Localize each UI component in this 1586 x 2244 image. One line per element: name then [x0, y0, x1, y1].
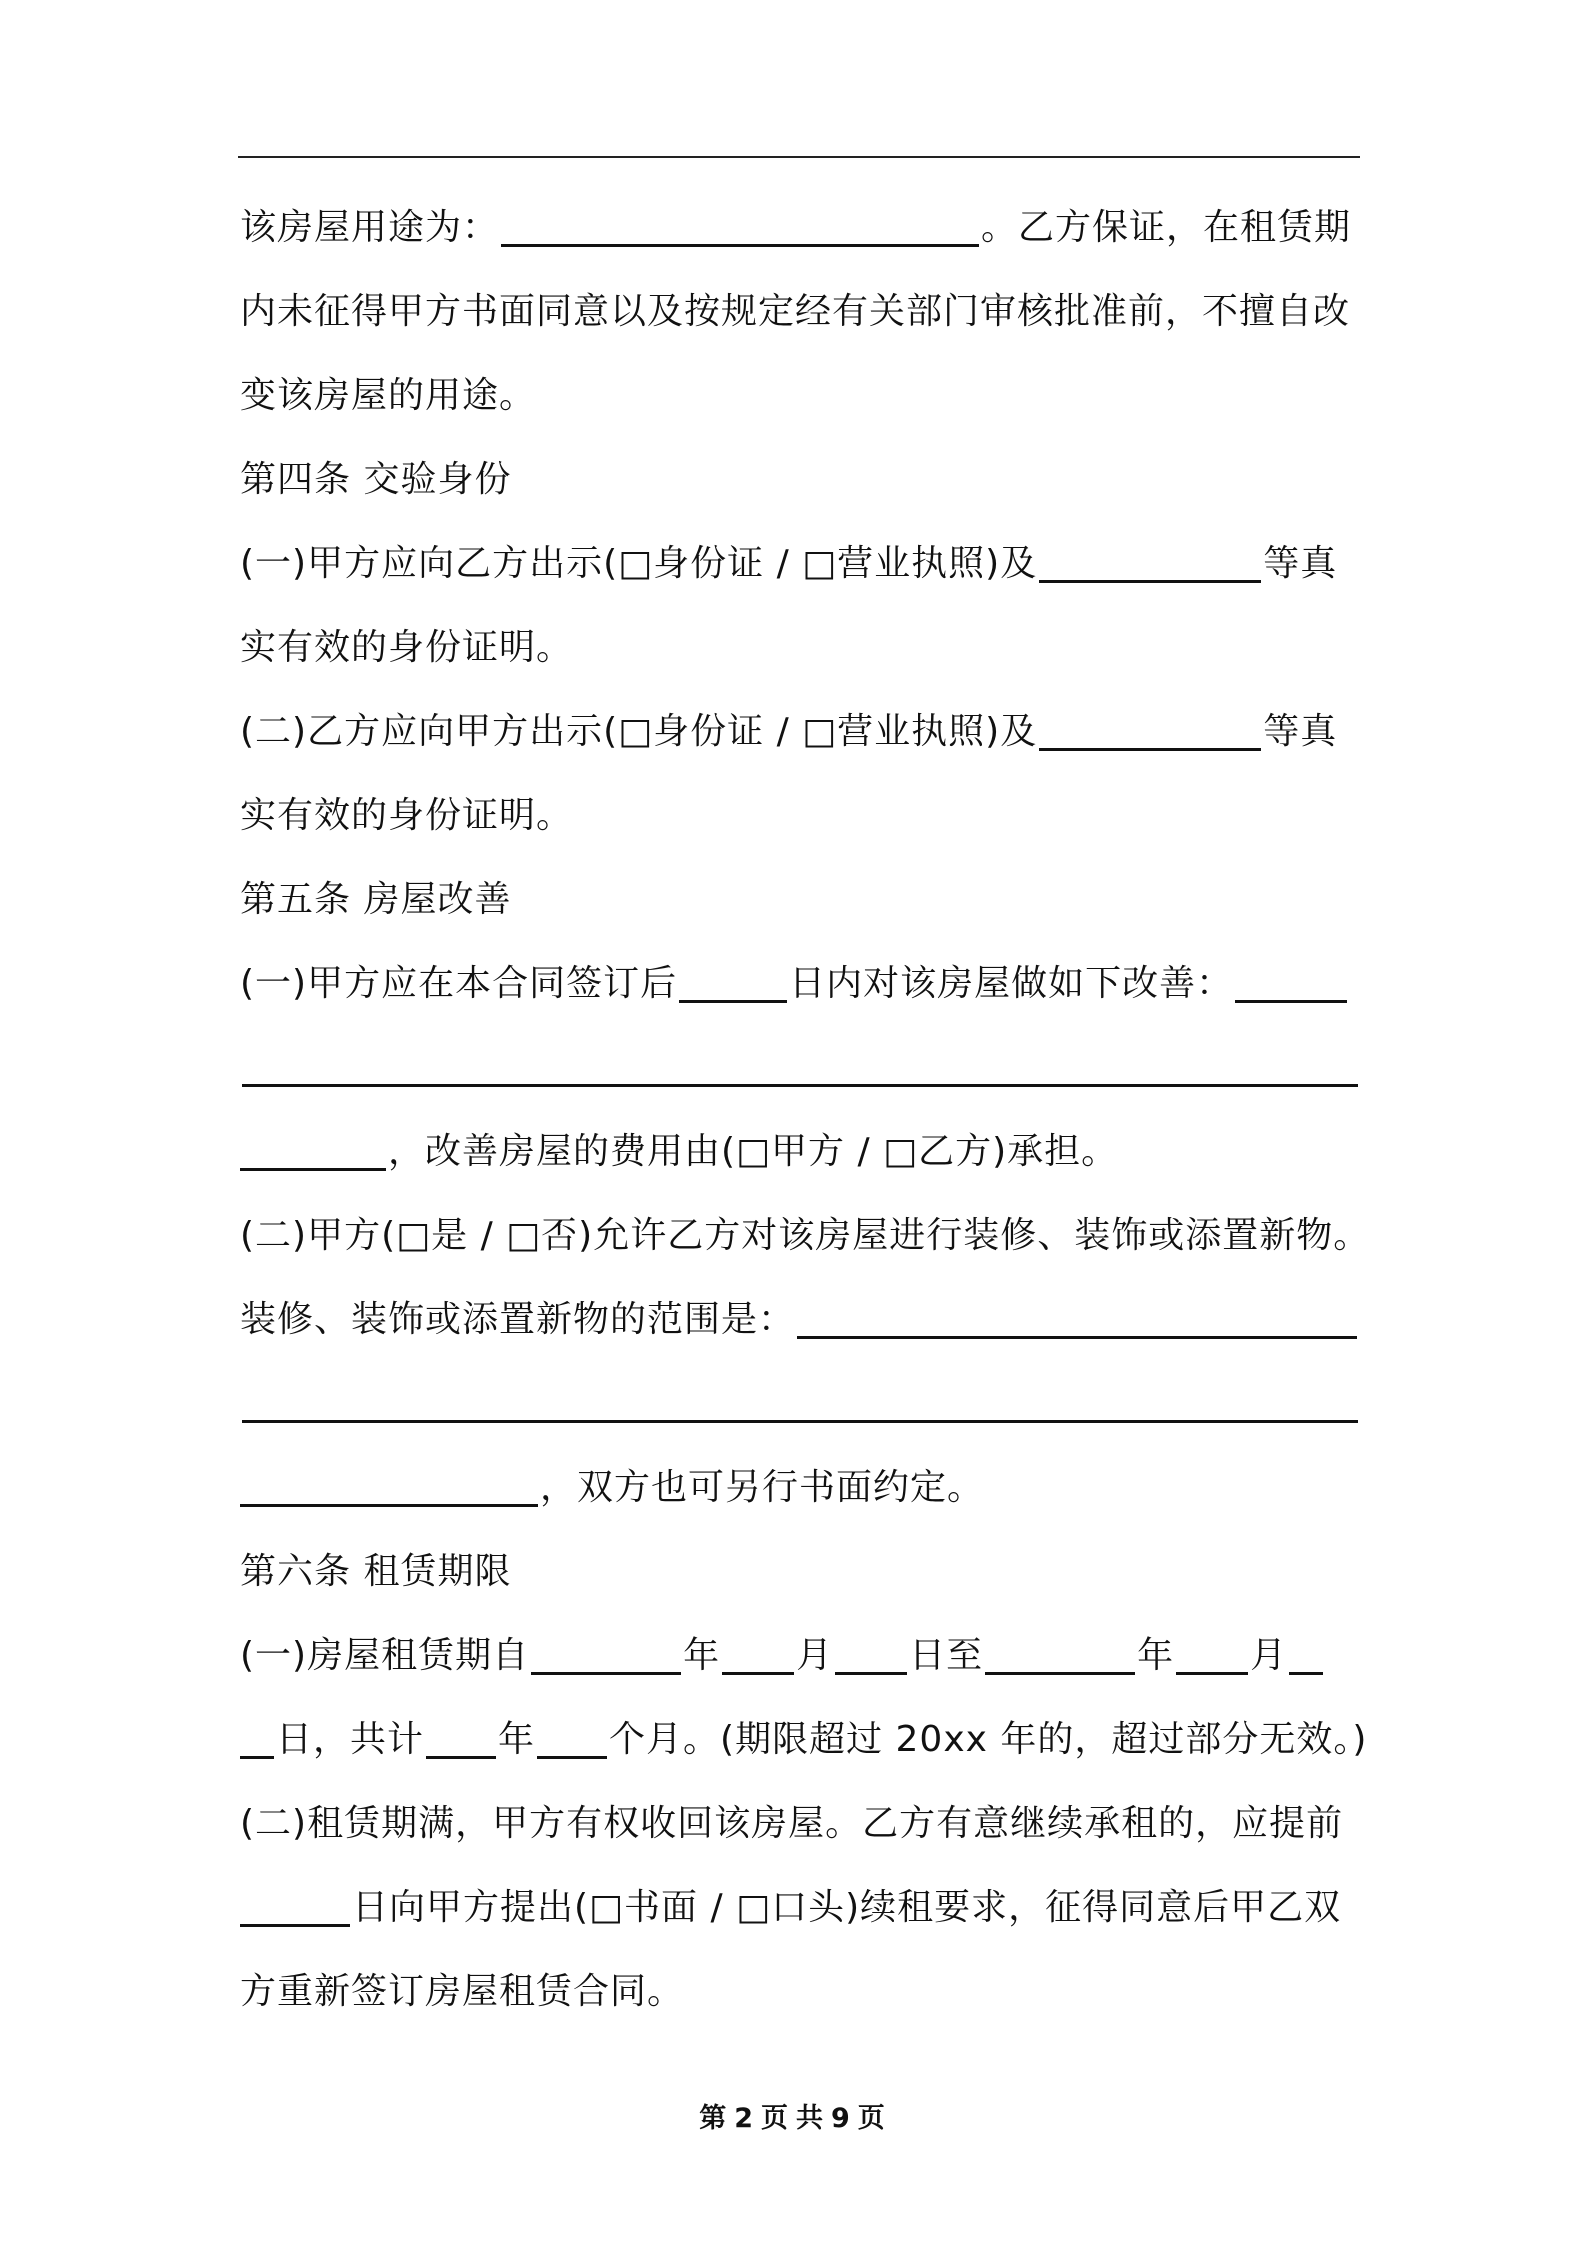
fill-blank[interactable] — [426, 1712, 496, 1759]
article-heading: 第六条 租赁期限 — [240, 1551, 512, 1592]
fill-blank[interactable] — [1289, 1628, 1323, 1675]
fill-blank[interactable] — [531, 1628, 681, 1675]
text: 等真 — [1263, 543, 1338, 584]
fill-blank[interactable] — [797, 1292, 1357, 1339]
fill-blank[interactable] — [835, 1628, 907, 1675]
fill-blank[interactable] — [722, 1628, 794, 1675]
text: 年 — [498, 1719, 536, 1760]
text: 个月。(期限超过 20xx 年的，超过部分无效。) — [609, 1719, 1368, 1760]
text: 日，共计 — [276, 1719, 425, 1760]
footer-text: 共 — [796, 2103, 825, 2134]
text: 日内对该房屋做如下改善： — [789, 963, 1234, 1004]
fill-blank[interactable] — [240, 1460, 538, 1507]
fill-blank[interactable] — [985, 1628, 1135, 1675]
text: 月 — [796, 1635, 834, 1676]
total-pages: 9 — [831, 2103, 852, 2134]
text-line — [240, 1880, 1341, 1936]
text-line — [240, 1712, 1367, 1768]
text-line: 方重新签订房屋租赁合同。 — [240, 1971, 685, 2012]
text-line — [240, 1040, 1356, 1096]
text: 日至 — [909, 1635, 984, 1676]
text-line: 变该房屋的用途。 — [240, 375, 537, 416]
fill-blank[interactable] — [679, 956, 787, 1003]
text: 装修、装饰或添置新物的范围是： — [240, 1299, 796, 1340]
footer-text: 第 — [699, 2103, 729, 2134]
page-number: 2 — [734, 2103, 755, 2134]
text-line: 实有效的身份证明。 — [240, 795, 574, 836]
text: 日向甲方提出(□书面 / □口头)续租要求，征得同意后甲乙双 — [352, 1887, 1342, 1928]
fill-blank[interactable] — [1176, 1628, 1248, 1675]
fill-blank[interactable] — [240, 1124, 386, 1171]
text: (一)房屋租赁期自 — [240, 1635, 530, 1676]
text: 该房屋用途为： — [240, 207, 500, 248]
fill-blank[interactable] — [242, 1040, 1358, 1087]
fill-blank[interactable] — [1039, 536, 1261, 583]
text-line — [240, 1460, 984, 1516]
text: (一)甲方应向乙方出示(□身份证 / □营业执照)及 — [240, 543, 1038, 584]
page-footer — [0, 2096, 1586, 2135]
header-rule — [238, 156, 1360, 158]
fill-blank[interactable] — [501, 200, 979, 247]
fill-blank[interactable] — [240, 1712, 274, 1759]
text-line: 实有效的身份证明。 — [240, 627, 574, 668]
text: (一)甲方应在本合同签订后 — [240, 963, 678, 1004]
article-heading: 第四条 交验身份 — [240, 459, 512, 500]
text-line — [240, 1376, 1356, 1432]
text-line — [240, 200, 1351, 256]
text-line — [240, 536, 1337, 592]
text-line — [240, 956, 1349, 1012]
text-line — [240, 704, 1337, 760]
fill-blank[interactable] — [1039, 704, 1261, 751]
fill-blank[interactable] — [537, 1712, 607, 1759]
text-line: (二)甲方(□是 / □否)允许乙方对该房屋进行装修、装饰或添置新物。 — [240, 1215, 1371, 1256]
text: 等真 — [1263, 711, 1338, 752]
article-heading: 第五条 房屋改善 — [240, 879, 512, 920]
text-line: 内未征得甲方书面同意以及按规定经有关部门审核批准前，不擅自改 — [240, 291, 1351, 332]
fill-blank[interactable] — [1235, 956, 1347, 1003]
text-line — [240, 1292, 1359, 1348]
text-line — [240, 1628, 1325, 1684]
text: 。乙方保证，在租赁期 — [981, 207, 1352, 248]
fill-blank[interactable] — [242, 1376, 1358, 1423]
text-line: (二)租赁期满，甲方有权收回该房屋。乙方有意继续承租的，应提前 — [240, 1803, 1344, 1844]
text: 月 — [1250, 1635, 1288, 1676]
footer-text: 页 — [761, 2103, 790, 2134]
text: 年 — [1137, 1635, 1175, 1676]
fill-blank[interactable] — [240, 1880, 350, 1927]
text: ，改善房屋的费用由(□甲方 / □乙方)承担。 — [388, 1131, 1119, 1172]
footer-text: 页 — [857, 2103, 887, 2134]
text: ，双方也可另行书面约定。 — [540, 1467, 985, 1508]
text: (二)乙方应向甲方出示(□身份证 / □营业执照)及 — [240, 711, 1038, 752]
text-line — [240, 1124, 1118, 1180]
text: 年 — [683, 1635, 721, 1676]
